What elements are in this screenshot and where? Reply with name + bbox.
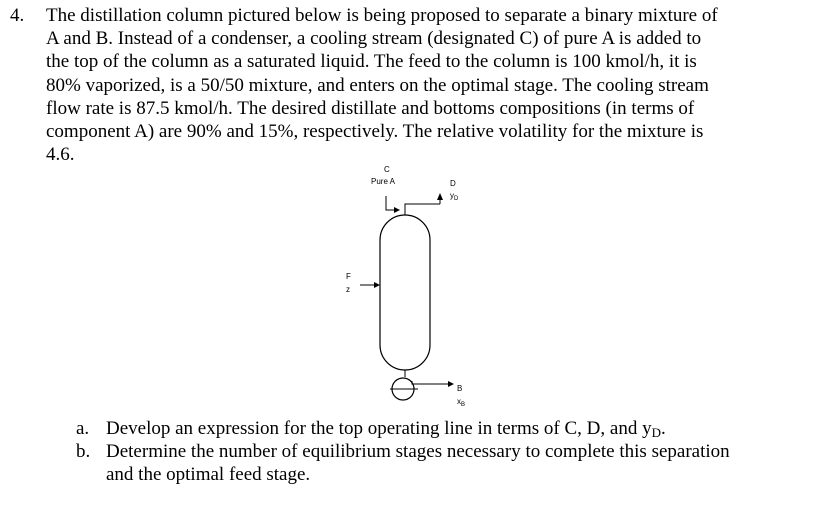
distillation-column-diagram [300,160,520,415]
part-a-tail: . [660,418,666,439]
problem-line: The distillation column pictured below is being proposed to separate a binary mixture of [46,5,718,26]
part-letter: b. [76,441,91,463]
cooling-label: C [384,165,390,174]
column-drawing [300,160,520,415]
cooling-stream-arrow [394,207,400,213]
bottoms-comp [457,397,465,407]
part-a-text: Develop an expression for the top operating line in terms of C, D, and y [106,418,652,439]
bottoms-arrow [448,381,454,387]
distillate-comp-symbol: y [450,191,454,200]
problem-line: 80% vaporized, is a 50/50 mixture, and enters on the optimal stage. The cooling stream [46,74,709,96]
question-parts [76,417,796,487]
bottoms-line [412,381,448,384]
problem-text [46,4,786,166]
problem-number: 4. [10,5,25,26]
problem-line: 4.6. [46,144,75,166]
feed-label: F [346,272,351,281]
part-b-line: and the optimal feed stage. [106,464,311,486]
bottoms-label: B [457,384,463,393]
problem-statement [10,4,805,166]
problem-line: flow rate is 87.5 kmol/h. The desired distillate and bottoms compositions (in terms of [46,97,695,119]
part-b-line: Determine the number of equilibrium stages necessary to complete this separation [106,441,730,463]
feed-arrow [374,282,380,288]
distillate-comp [450,191,458,201]
column-shell [380,215,430,370]
feed-comp: z [346,285,350,294]
part-letter: a. [76,418,90,439]
problem-line: component A) are 90% and 15%, respectively. The relative volatility for the mixture is [46,121,704,143]
distillate-comp-sub: D [454,196,459,202]
problem-line: the top of the column as a saturated liquid. The feed to the column is 100 kmol/h, it is [46,51,697,73]
problem-line: A and B. Instead of a condenser, a cooling stream (designated C) of pure A is added to [46,28,702,50]
bottoms-comp-sub: B [461,402,466,408]
part-b [76,440,796,486]
distillate-arrow [437,193,443,200]
part-text [106,417,786,440]
part-text [106,440,786,486]
cooling-stream-line [386,196,394,210]
part-a-sub: D [651,425,661,440]
cooling-desc: Pure A [371,177,396,186]
part-a [76,417,796,440]
bottoms-comp-symbol: x [457,397,461,406]
distillate-label: D [450,179,456,188]
